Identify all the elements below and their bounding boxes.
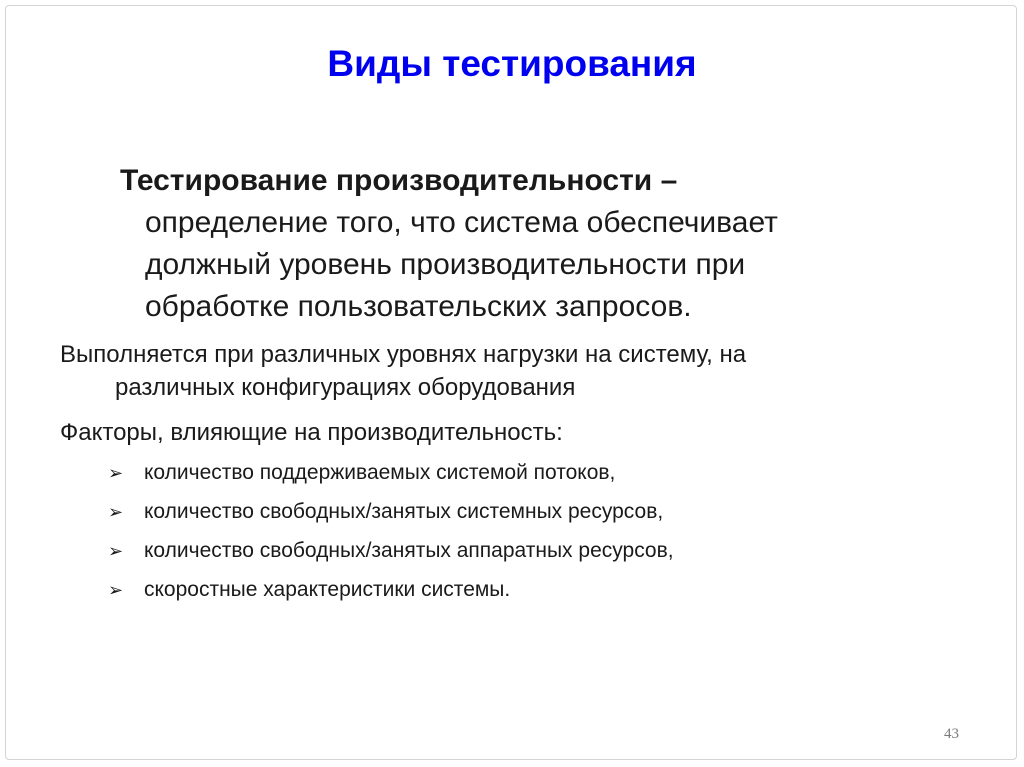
page-number: 43 [944, 726, 959, 742]
arrow-bullet-icon: ➢ [108, 502, 124, 522]
definition-line-2: должный уровень производительности при [145, 248, 746, 281]
list-item-text: количество свободных/занятых системных ресурсов, [144, 500, 664, 523]
list-item-text: скоростные характеристики системы. [144, 578, 511, 601]
load-paragraph [60, 338, 940, 404]
list-item [108, 536, 674, 575]
list-item [108, 497, 674, 536]
factors-heading: Факторы, влияющие на производительность: [60, 419, 563, 446]
factors-list [108, 458, 674, 614]
definition-line-3: обработке пользовательских запросов. [145, 290, 692, 323]
arrow-bullet-icon: ➢ [108, 463, 124, 483]
load-paragraph-line-1: Выполняется при различных уровнях нагрузки на систему, на [60, 341, 747, 368]
list-item [108, 458, 674, 497]
list-item-text: количество свободных/занятых аппаратных ресурсов, [144, 539, 674, 562]
arrow-bullet-icon: ➢ [108, 541, 124, 561]
definition-block [120, 160, 880, 328]
slide-title: Виды тестирования [327, 43, 697, 84]
definition-term: Тестирование производительности – [120, 164, 678, 197]
arrow-bullet-icon: ➢ [108, 580, 124, 600]
list-item-text: количество поддерживаемых системой потоков, [144, 461, 616, 484]
load-paragraph-line-2: различных конфигурациях оборудования [115, 374, 576, 401]
definition-line-1: определение того, что система обеспечивает [145, 206, 778, 239]
list-item [108, 575, 674, 614]
